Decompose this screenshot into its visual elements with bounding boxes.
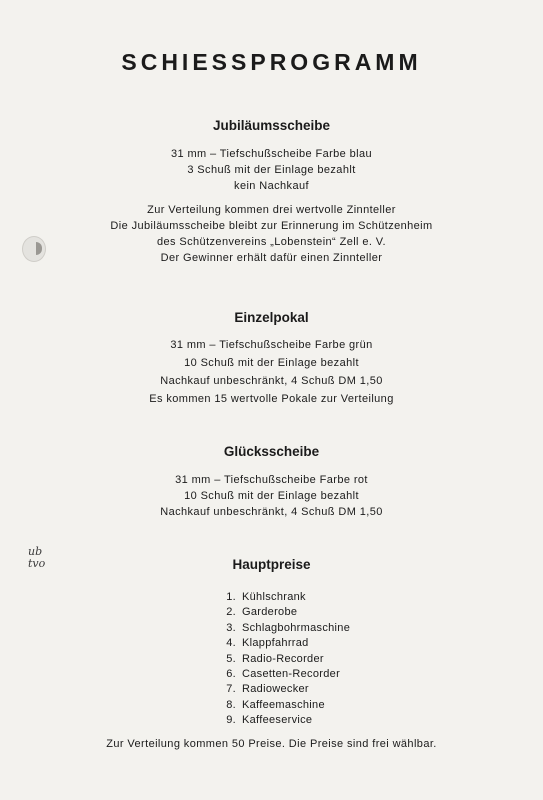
- prize-name: Radiowecker: [242, 683, 309, 696]
- prize-name: Radio-Recorder: [242, 652, 324, 665]
- text-line: 3 Schuß mit der Einlage bezahlt: [187, 164, 356, 176]
- prize-number: 7.: [226, 683, 236, 696]
- prize-name: Kaffeeservice: [242, 714, 313, 727]
- text-line: 31 mm – Tiefschußscheibe Farbe grün: [170, 339, 373, 351]
- list-item: [222, 605, 422, 620]
- prize-list: [222, 590, 422, 729]
- text-line: 10 Schuß mit der Einlage bezahlt: [184, 490, 359, 502]
- spacer: [0, 194, 543, 202]
- text-line: kein Nachkauf: [234, 180, 309, 192]
- page-title: SCHIESSPROGRAMM: [121, 49, 422, 75]
- margin-note-line: tvo: [28, 557, 46, 570]
- list-item: [222, 667, 422, 682]
- text-line: 31 mm – Tiefschußscheibe Farbe blau: [170, 148, 373, 160]
- footer-note: Zur Verteilung kommen 50 Preise. Die Preise sind frei wählbar.: [106, 738, 437, 750]
- text-line: Es kommen 15 wertvolle Pokale zur Verteilung: [149, 393, 394, 405]
- text-line: Nachkauf unbeschränkt, 4 Schuß DM 1,50: [160, 506, 383, 518]
- list-item: [222, 590, 422, 605]
- section-heading-jubilaeumsscheibe: Jubiläumsscheibe: [212, 118, 331, 133]
- section-heading-einzelpokal: Einzelpokal: [234, 310, 309, 325]
- section-heading-gluecksscheibe: Glücksscheibe: [223, 444, 320, 459]
- prize-name: Garderobe: [242, 606, 298, 619]
- prize-number: 9.: [226, 714, 236, 727]
- text-line: Zur Verteilung kommen drei wertvolle Zinnteller: [147, 204, 396, 216]
- prize-name: Kühlschrank: [242, 591, 306, 603]
- prize-number: 5.: [226, 652, 236, 665]
- prize-name: Klappfahrrad: [242, 637, 309, 650]
- text-line: 10 Schuß mit der Einlage bezahlt: [184, 357, 359, 369]
- list-item: [222, 652, 422, 667]
- text-line: Die Jubiläumsscheibe bleibt zur Erinnerung im Schützenheim: [110, 220, 433, 232]
- prize-number: 3.: [226, 621, 236, 634]
- list-item: [222, 698, 422, 713]
- prize-number: 6.: [226, 667, 236, 680]
- section-heading-hauptpreise: Hauptpreise: [232, 557, 311, 572]
- prize-name: Casetten-Recorder: [242, 667, 341, 680]
- list-item: [222, 636, 422, 651]
- section-body-jubilaeumsscheibe: [0, 146, 543, 266]
- prize-number: 8.: [226, 698, 236, 711]
- text-line: Der Gewinner erhält dafür einen Zinnteller: [160, 252, 383, 264]
- list-item: [222, 621, 422, 636]
- list-item: [222, 682, 422, 697]
- section-body-einzelpokal: [0, 337, 543, 407]
- text-line: des Schützenvereins „Lobenstein“ Zell e. V.: [157, 236, 386, 248]
- text-line: Nachkauf unbeschränkt, 4 Schuß DM 1,50: [160, 375, 383, 387]
- margin-note-line: ub: [28, 545, 43, 558]
- prize-name: Schlagbohrmaschine: [242, 621, 351, 634]
- prize-name: Kaffeemaschine: [242, 698, 325, 711]
- text-line: 31 mm – Tiefschußscheibe Farbe rot: [175, 474, 368, 486]
- prize-number: 1.: [226, 591, 236, 603]
- prize-number: 2.: [226, 606, 236, 619]
- prize-number: 4.: [226, 637, 236, 650]
- list-item: [222, 713, 422, 728]
- section-body-gluecksscheibe: [0, 472, 543, 520]
